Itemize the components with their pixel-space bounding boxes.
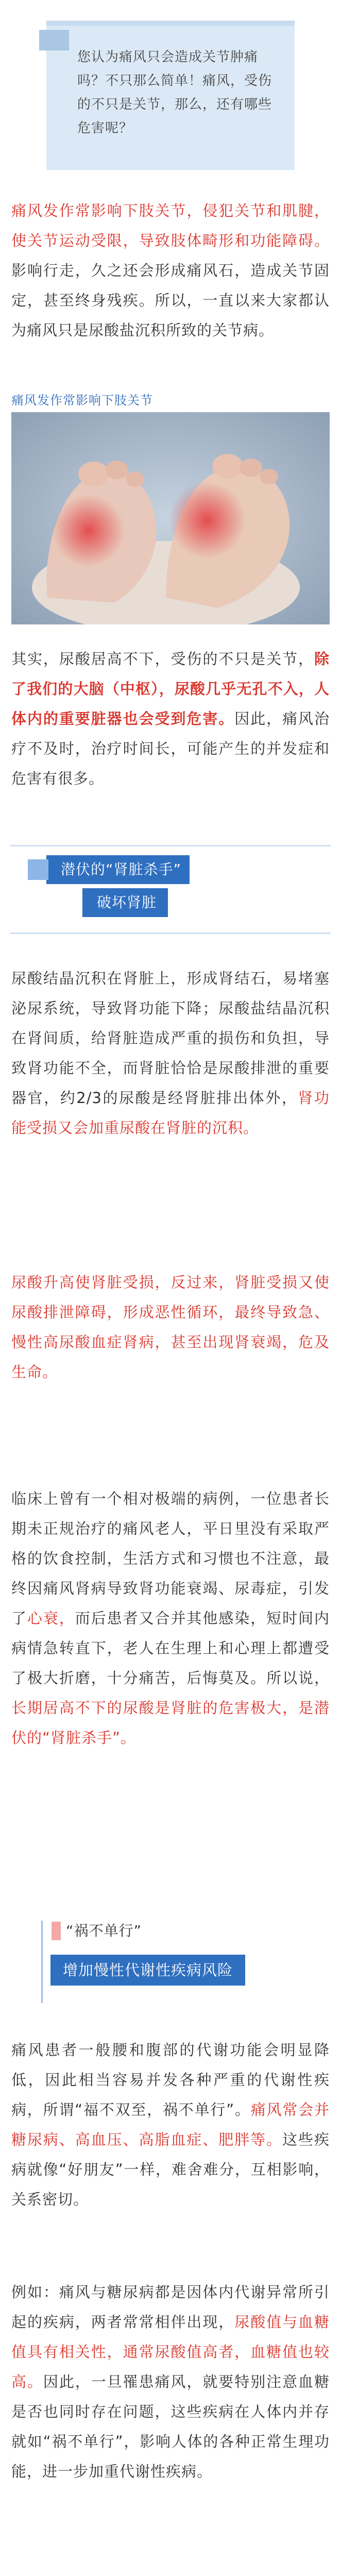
p6-text-c: 这些疾病就像“好朋友”一样，难舍难分，互相影响，关系密切。	[11, 2131, 330, 2208]
section-1-tag-2: 破坏肾脏	[82, 888, 168, 917]
feet-photo-svg	[11, 412, 330, 624]
p3-text-b: 尿酸盐结晶沉积在肾间质，给肾脏造成严重的损伤和负担，导致肾功能不全，而肾脏恰恰是尿酸排泄的重要器官，约2/3的尿酸是经肾脏排出体外，	[11, 999, 330, 1107]
p3-text-a: 尿酸结晶沉积在肾脏上，形成肾结石，易堵塞泌尿系统，导致肾功能下降；	[11, 970, 330, 1017]
p7-text-c: 因此，一旦罹患痛风，就要特别注意血糖是否也同时存在问题，这些疾病在人体内并存就如“祸不单行”，影响人体的各种正常生理功能，进一步加重代谢性疾病。	[11, 2373, 330, 2480]
section-1-tag-1: 潜伏的“肾脏杀手”	[46, 855, 190, 884]
p5-text-d: 老人在生理上和心理上都遭受了极大折磨，十分痛苦，后悔莫及。所以说，	[11, 1639, 330, 1687]
p5-text-c: 而后患者又合并其他感染，短时间内病情急转直下，	[11, 1609, 330, 1657]
paragraph-4	[11, 1267, 330, 1387]
section-2-tag-1: “祸不单行”	[66, 1922, 142, 1939]
p6-highlight: 痛风常会并糖尿病、高血压、高脂血症、肥胖等。	[11, 2101, 330, 2148]
intro-text: 您认为痛风只会造成关节肿痛吗？不只那么简单！痛风，受伤的不只是关节，那么，还有哪些危害呢？	[77, 49, 272, 136]
paragraph-7	[11, 2277, 330, 2486]
p2-text-c: 因此，痛风治疗不及时，治疗时间长，可能产生的并发症和危害有很多。	[11, 710, 330, 787]
p1-text: 影响行走，久之还会形成痛风石，造成关节固定，甚至终身残疾。所以，一直以来大家都认为痛风只是尿酸盐沉积所致的关节病。	[11, 262, 330, 339]
section-2-tag-2: 增加慢性代谢性疾病风险	[50, 1955, 245, 1986]
section-1-bottom-line	[10, 933, 331, 934]
section-2-side-bar	[41, 1921, 43, 2003]
paragraph-3	[11, 963, 330, 1143]
p3-highlight: 肾功能受损又会加重尿酸在肾脏的沉积。	[11, 1089, 330, 1137]
p7-text-a: 例如：痛风与糖尿病都是因体内代谢异常所引起的疾病，两者常常相伴出现，	[11, 2283, 330, 2331]
p2-text-a: 其实，尿酸居高不下，受伤的不只是关节，	[11, 650, 314, 668]
p5-highlight-e: 长期居高不下的尿酸是肾脏的危害极大，是潜伏的“肾脏杀手”。	[11, 1699, 330, 1747]
section-2-header	[10, 1917, 331, 2004]
feet-photo	[11, 412, 330, 624]
intro-box	[46, 21, 295, 170]
section-1-top-line	[10, 845, 331, 846]
p1-highlight: 痛风发作常影响下肢关节，侵犯关节和肌腱，使关节运动受限，导致肢体畸形和功能障碍。	[11, 202, 330, 249]
paragraph-5	[11, 1484, 330, 1753]
intro-top-bar	[46, 21, 295, 26]
p5-text-a: 临床上曾有一个相对极端的病例，一位患者长期未正规治疗的痛风老人，平日里没有采取严格的饮食控制，生活方式和习惯也不注意，最终因痛风肾病导致肾功能衰竭、尿毒症，引发了	[11, 1490, 330, 1627]
section-2-red-accent	[52, 1922, 61, 1940]
p4-highlight: 尿酸升高使肾脏受损，反过来，肾脏受损又使尿酸排泄障碍，形成恶性循环，最终导致急、慢性高尿酸血症肾病，甚至出现肾衰竭，危及生命。	[11, 1274, 330, 1381]
p2-highlight: 除了我们的大脑（中枢），尿酸几乎无孔不入，人体内的重要脏器也会受到危害。	[11, 650, 330, 727]
section-1-header	[10, 855, 331, 933]
p6-text-a: 痛风患者一般腰和腹部的代谢功能会明显降低，因此相当容易并发各种严重的代谢性疾病，所谓“福不双至，祸不单行”。	[11, 2041, 330, 2119]
paragraph-1	[11, 196, 330, 345]
p7-highlight: 尿酸值与血糖值具有相关性，通常尿酸值高者，血糖值也较高。	[11, 2313, 330, 2391]
paragraph-2	[11, 644, 330, 793]
p5-highlight-b: 心衰，	[27, 1609, 75, 1627]
photo-caption: 痛风发作常影响下肢关节	[11, 393, 153, 408]
paragraph-6	[11, 2035, 330, 2214]
